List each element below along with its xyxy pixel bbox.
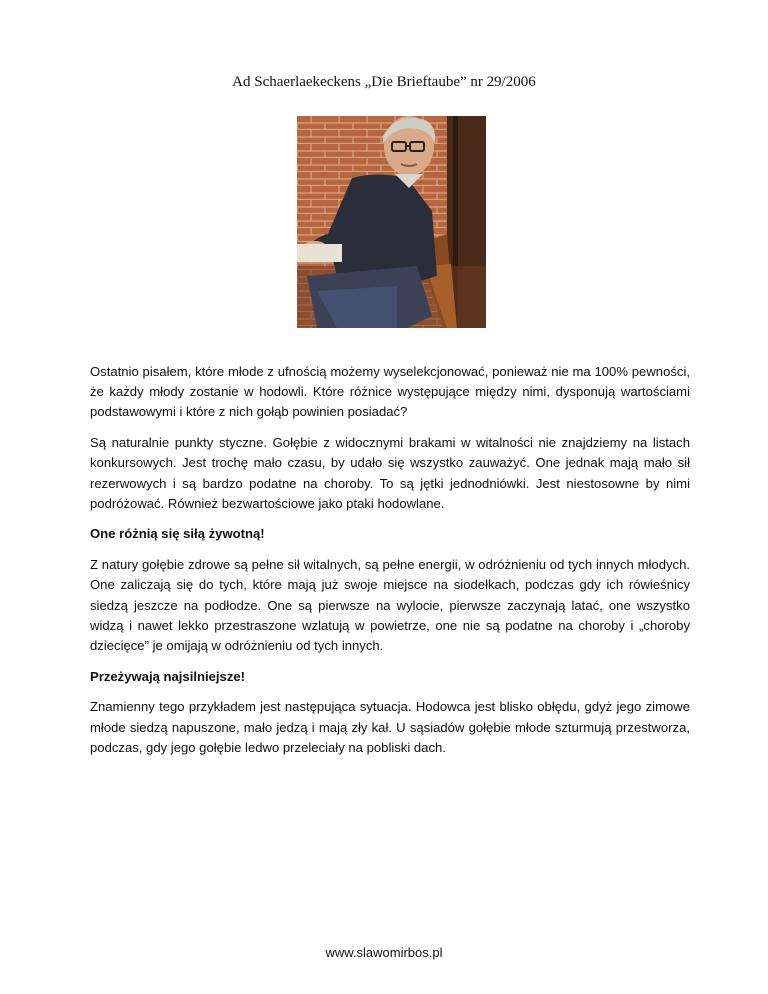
paragraph-vitality: Są naturalnie punkty styczne. Gołębie z widocznymi brakami w witalności nie znajdziemy na listach konkursowych. Jest trochę mało czasu, by udało się wszystko zauważyć. One jednak mają mało sił rezerwowych i są bardzo podatne na choroby. To są jętki jednodniówki. Jest niestosowne by nimi podróżować. Również bezwartościowe jako ptaki hodowlane. — [90, 435, 690, 511]
subheading-life-force: One różnią się siłą żywotną! — [90, 526, 265, 542]
article-body — [90, 362, 690, 768]
paragraph-healthy-pigeons: Z natury gołębie zdrowe są pełne sił witalnych, są pełne energii, w odróżnieniu od tych innych młodych. One zaliczają się do tych, które mają już swoje miejsce na siodełkach, podczas gdy ich rówieśnicy siedzą jeszcze na podłodze. One są pierwsze na wylocie, pierwsze zaczynają latać, one wszystko widzą i nawet lekko przestraszone wzlatują w powietrze, one nie są podatne na choroby i „choroby dziecięce” je omijają w odróżnieniu od tych innych. — [90, 557, 690, 653]
paragraph-intro: Ostatnio pisałem, które młode z ufnością możemy wyselekcjonować, ponieważ nie ma 100% pewności, że każdy młody zostanie w hodowli. Które różnice występujące między nimi, dysponują wartościami podstawowymi i które z nich gołąb powinien posiadać? — [90, 364, 690, 420]
paragraph-example: Znamienny tego przykładem jest następująca sytuacja. Hodowca jest blisko obłędu, gdyż jego zimowe młode siedzą napuszone, mało jedzą i mają zły kał. U sąsiadów gołębie młode szturmują przestworza, podczas, gdy jego gołębie ledwo przeleciały na pobliski dach. — [90, 699, 690, 755]
document-title: Ad Schaerlaekeckens „Die Brieftaube” nr 29/2006 — [232, 74, 536, 90]
subheading-strongest-survive: Przeżywają najsilniejsze! — [90, 668, 246, 684]
footer-url: www.slawomirbos.pl — [325, 945, 443, 960]
author-photo — [297, 116, 486, 328]
